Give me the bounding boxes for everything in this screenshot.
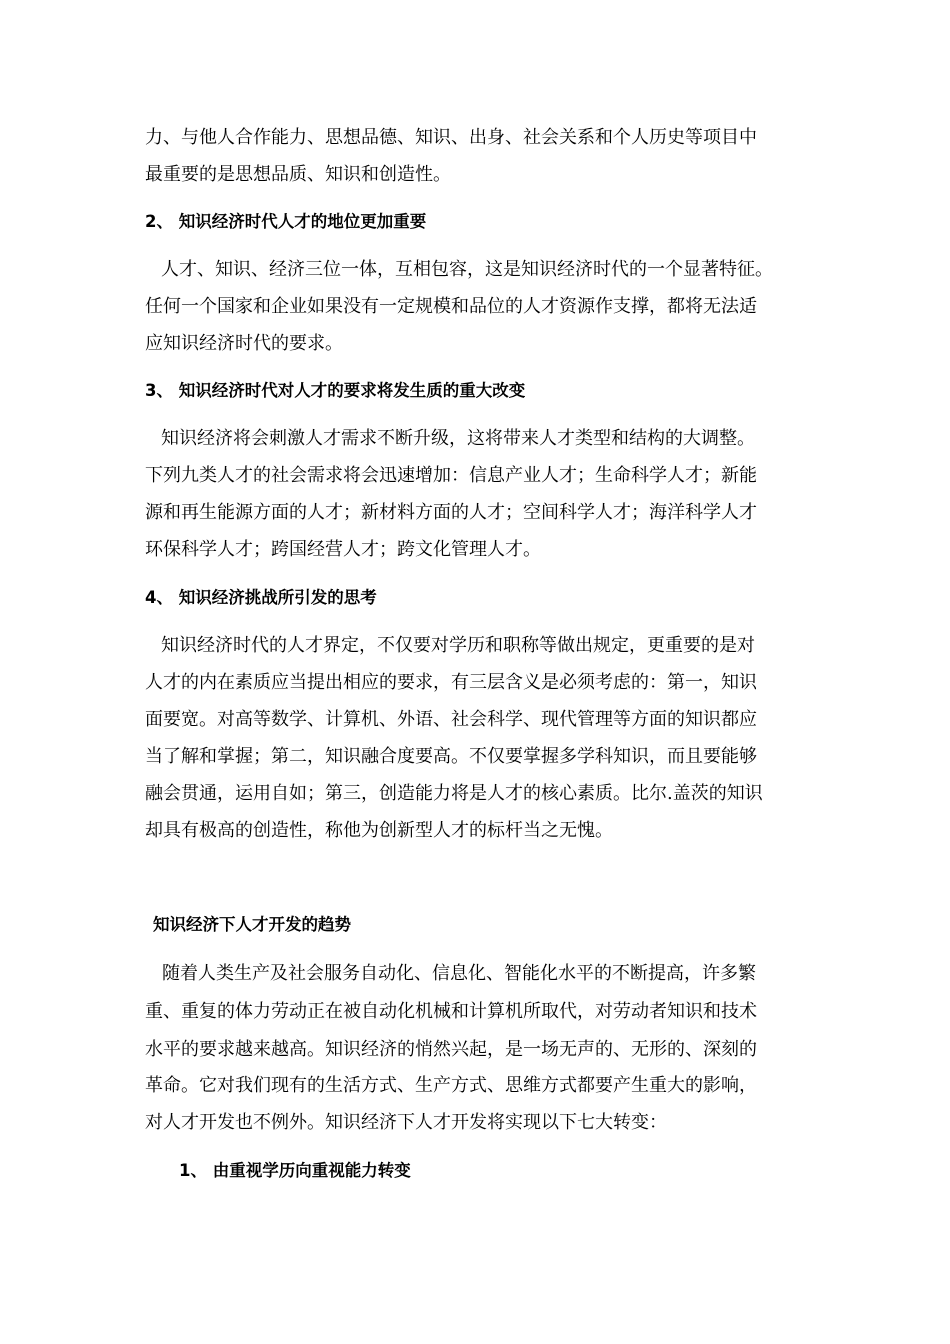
paragraph-line: 革命。它对我们现有的生活方式、生产方式、思维方式都要产生重大的影响， [145, 1075, 757, 1096]
paragraph-line: 却具有极高的创造性，称他为创新型人才的标杆当之无愧。 [145, 820, 613, 841]
paragraph-line: 融会贯通，运用自如；第三，创造能力将是人才的核心素质。比尔.盖茨的知识 [145, 783, 763, 804]
paragraph-line: 水平的要求越来越高。知识经济的悄然兴起，是一场无声的、无形的、深刻的 [145, 1039, 757, 1060]
paragraph-line: 任何一个国家和企业如果没有一定规模和品位的人才资源作支撑，都将无法适 [145, 296, 757, 317]
paragraph-line: 面要宽。对高等数学、计算机、外语、社会科学、现代管理等方面的知识都应 [145, 709, 757, 730]
paragraph-line: 源和再生能源方面的人才；新材料方面的人才；空间科学人才；海洋科学人才 [145, 502, 757, 523]
paragraph-line: 人才、知识、经济三位一体，互相包容，这是知识经济时代的一个显著特征。 [161, 259, 773, 280]
paragraph-line: 对人才开发也不例外。知识经济下人才开发将实现以下七大转变： [145, 1112, 667, 1133]
paragraph-line: 知识经济时代的人才界定，不仅要对学历和职称等做出规定，更重要的是对 [161, 635, 755, 656]
paragraph-line: 人才的内在素质应当提出相应的要求，有三层含义是必须考虑的：第一，知识 [145, 672, 757, 693]
trend-heading: 知识经济下人才开发的趋势 [153, 915, 351, 934]
paragraph-line: 应知识经济时代的要求。 [145, 333, 343, 354]
paragraph-line: 重、重复的体力劳动正在被自动化机械和计算机所取代，对劳动者知识和技术 [145, 1001, 757, 1022]
section-heading-2: 2、 知识经济时代人才的地位更加重要 [145, 212, 427, 231]
paragraph-line: 环保科学人才；跨国经营人才；跨文化管理人才。 [145, 539, 541, 560]
section-heading-3: 3、 知识经济时代对人才的要求将发生质的重大改变 [145, 381, 526, 400]
paragraph-line: 力、与他人合作能力、思想品德、知识、出身、社会关系和个人历史等项目中 [145, 127, 757, 148]
paragraph-line: 最重要的是思想品质、知识和创造性。 [145, 164, 451, 185]
paragraph-line: 随着人类生产及社会服务自动化、信息化、智能化水平的不断提高，许多繁 [162, 963, 756, 984]
paragraph-line: 下列九类人才的社会需求将会迅速增加：信息产业人才；生命科学人才；新能 [145, 465, 757, 486]
paragraph-line: 当了解和掌握；第二，知识融合度要高。不仅要掌握多学科知识，而且要能够 [145, 746, 757, 767]
sub-heading-1: 1、 由重视学历向重视能力转变 [179, 1161, 411, 1180]
paragraph-line: 知识经济将会刺激人才需求不断升级，这将带来人才类型和结构的大调整。 [161, 428, 755, 449]
section-heading-4: 4、 知识经济挑战所引发的思考 [145, 588, 377, 607]
